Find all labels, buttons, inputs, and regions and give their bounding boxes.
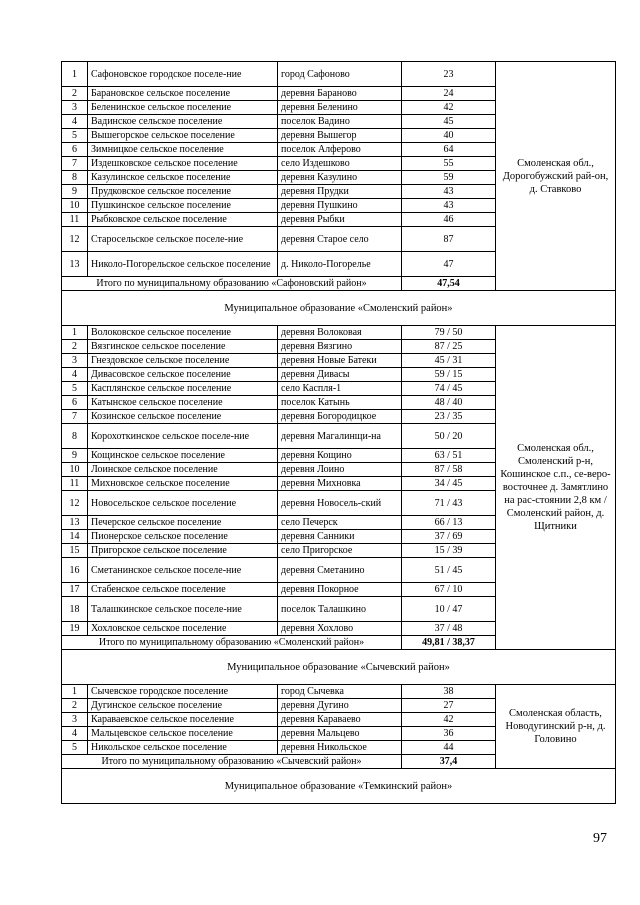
row-number: 11 bbox=[62, 477, 88, 491]
row-number: 2 bbox=[62, 699, 88, 713]
settlement-name: Беленинское сельское поселение bbox=[88, 101, 278, 115]
admin-center: деревня Дивасы bbox=[278, 368, 402, 382]
distance-value: 44 bbox=[402, 741, 496, 755]
section-header-row bbox=[62, 650, 616, 685]
admin-center: село Издешково bbox=[278, 157, 402, 171]
admin-center: деревня Старое село bbox=[278, 227, 402, 252]
distance-value: 42 bbox=[402, 713, 496, 727]
row-number: 3 bbox=[62, 101, 88, 115]
admin-center: деревня Никольское bbox=[278, 741, 402, 755]
distance-value: 27 bbox=[402, 699, 496, 713]
row-number: 14 bbox=[62, 530, 88, 544]
distance-value: 55 bbox=[402, 157, 496, 171]
admin-center: деревня Новосель-ский bbox=[278, 491, 402, 516]
row-number: 8 bbox=[62, 424, 88, 449]
settlement-name: Кощинское сельское поселение bbox=[88, 449, 278, 463]
admin-center: деревня Бараново bbox=[278, 87, 402, 101]
settlement-name: Барановское сельское поселение bbox=[88, 87, 278, 101]
settlement-name: Гнездовское сельское поселение bbox=[88, 354, 278, 368]
row-number: 16 bbox=[62, 558, 88, 583]
distance-value: 36 bbox=[402, 727, 496, 741]
total-label: Итого по муниципальному образованию «Сафоновский район» bbox=[62, 277, 402, 291]
location-cell: Смоленская обл., Смоленский р-н, Кошинское с.п., се-веро-восточнее д. Замятлино на рас-стоянии 2,8 км / Смоленский район, д. Щитники bbox=[496, 326, 616, 650]
settlement-name: Катынское сельское поселение bbox=[88, 396, 278, 410]
section-header-row bbox=[62, 291, 616, 326]
row-number: 13 bbox=[62, 516, 88, 530]
section-header: Муниципальное образование «Темкинский район» bbox=[62, 769, 616, 804]
settlements-table bbox=[61, 61, 616, 804]
settlement-name: Талашкинское сельское поселе-ние bbox=[88, 597, 278, 622]
settlement-name: Сычевское городское поселение bbox=[88, 685, 278, 699]
section-header: Муниципальное образование «Сычевский район» bbox=[62, 650, 616, 685]
admin-center: город Сафоново bbox=[278, 62, 402, 87]
settlement-name: Николо-Погорельское сельское поселение bbox=[88, 252, 278, 277]
admin-center: деревня Казулино bbox=[278, 171, 402, 185]
row-number: 7 bbox=[62, 157, 88, 171]
admin-center: деревня Вязгино bbox=[278, 340, 402, 354]
distance-value: 45 / 31 bbox=[402, 354, 496, 368]
admin-center: деревня Хохлово bbox=[278, 622, 402, 636]
table-row bbox=[62, 62, 616, 87]
row-number: 8 bbox=[62, 171, 88, 185]
admin-center: деревня Санники bbox=[278, 530, 402, 544]
row-number: 17 bbox=[62, 583, 88, 597]
distance-value: 10 / 47 bbox=[402, 597, 496, 622]
settlement-name: Зимницкое сельское поселение bbox=[88, 143, 278, 157]
settlement-name: Издешковское сельское поселение bbox=[88, 157, 278, 171]
admin-center: деревня Рыбки bbox=[278, 213, 402, 227]
distance-value: 15 / 39 bbox=[402, 544, 496, 558]
row-number: 5 bbox=[62, 741, 88, 755]
row-number: 5 bbox=[62, 382, 88, 396]
row-number: 1 bbox=[62, 62, 88, 87]
row-number: 6 bbox=[62, 143, 88, 157]
admin-center: поселок Катынь bbox=[278, 396, 402, 410]
distance-value: 45 bbox=[402, 115, 496, 129]
distance-value: 87 / 58 bbox=[402, 463, 496, 477]
settlement-name: Михновское сельское поселение bbox=[88, 477, 278, 491]
distance-value: 23 bbox=[402, 62, 496, 87]
row-number: 10 bbox=[62, 199, 88, 213]
location-cell: Смоленская обл., Дорогобужский рай-он, д. Ставково bbox=[496, 62, 616, 291]
distance-value: 23 / 35 bbox=[402, 410, 496, 424]
row-number: 13 bbox=[62, 252, 88, 277]
admin-center: село Каспля-1 bbox=[278, 382, 402, 396]
admin-center: деревня Кощино bbox=[278, 449, 402, 463]
distance-value: 66 / 13 bbox=[402, 516, 496, 530]
distance-value: 63 / 51 bbox=[402, 449, 496, 463]
total-value: 47,54 bbox=[402, 277, 496, 291]
distance-value: 38 bbox=[402, 685, 496, 699]
section-header-row bbox=[62, 769, 616, 804]
row-number: 3 bbox=[62, 354, 88, 368]
page-number: 97 bbox=[593, 831, 607, 846]
distance-value: 67 / 10 bbox=[402, 583, 496, 597]
admin-center: деревня Михновка bbox=[278, 477, 402, 491]
row-number: 5 bbox=[62, 129, 88, 143]
admin-center: деревня Пушкино bbox=[278, 199, 402, 213]
row-number: 12 bbox=[62, 227, 88, 252]
settlement-name: Козинское сельское поселение bbox=[88, 410, 278, 424]
distance-value: 51 / 45 bbox=[402, 558, 496, 583]
row-number: 4 bbox=[62, 727, 88, 741]
distance-value: 24 bbox=[402, 87, 496, 101]
admin-center: деревня Сметанино bbox=[278, 558, 402, 583]
row-number: 19 bbox=[62, 622, 88, 636]
distance-value: 59 bbox=[402, 171, 496, 185]
admin-center: деревня Богородицкое bbox=[278, 410, 402, 424]
distance-value: 43 bbox=[402, 199, 496, 213]
section-header: Муниципальное образование «Смоленский район» bbox=[62, 291, 616, 326]
admin-center: деревня Лоино bbox=[278, 463, 402, 477]
settlement-name: Хохловское сельское поселение bbox=[88, 622, 278, 636]
settlement-name: Пионерское сельское поселение bbox=[88, 530, 278, 544]
settlement-name: Вышегорское сельское поселение bbox=[88, 129, 278, 143]
distance-value: 40 bbox=[402, 129, 496, 143]
row-number: 7 bbox=[62, 410, 88, 424]
distance-value: 79 / 50 bbox=[402, 326, 496, 340]
location-cell: Смоленская область, Новодугинский р-н, д. Головино bbox=[496, 685, 616, 769]
distance-value: 74 / 45 bbox=[402, 382, 496, 396]
settlement-name: Вязгинское сельское поселение bbox=[88, 340, 278, 354]
settlement-name: Пушкинское сельское поселение bbox=[88, 199, 278, 213]
distance-value: 34 / 45 bbox=[402, 477, 496, 491]
row-number: 4 bbox=[62, 368, 88, 382]
settlement-name: Печерское сельское поселение bbox=[88, 516, 278, 530]
distance-value: 37 / 69 bbox=[402, 530, 496, 544]
table-row bbox=[62, 685, 616, 699]
distance-value: 64 bbox=[402, 143, 496, 157]
row-number: 12 bbox=[62, 491, 88, 516]
distance-value: 71 / 43 bbox=[402, 491, 496, 516]
row-number: 9 bbox=[62, 449, 88, 463]
admin-center: поселок Вадино bbox=[278, 115, 402, 129]
settlement-name: Волоковское сельское поселение bbox=[88, 326, 278, 340]
admin-center: поселок Талашкино bbox=[278, 597, 402, 622]
distance-value: 87 bbox=[402, 227, 496, 252]
settlement-name: Никольское сельское поселение bbox=[88, 741, 278, 755]
admin-center: деревня Мальцево bbox=[278, 727, 402, 741]
settlement-name: Караваевское сельское поселение bbox=[88, 713, 278, 727]
admin-center: деревня Новые Батеки bbox=[278, 354, 402, 368]
row-number: 10 bbox=[62, 463, 88, 477]
distance-value: 42 bbox=[402, 101, 496, 115]
admin-center: д. Николо-Погорелье bbox=[278, 252, 402, 277]
admin-center: деревня Караваево bbox=[278, 713, 402, 727]
admin-center: село Печерск bbox=[278, 516, 402, 530]
admin-center: деревня Волоковая bbox=[278, 326, 402, 340]
row-number: 1 bbox=[62, 685, 88, 699]
admin-center: деревня Беленино bbox=[278, 101, 402, 115]
admin-center: деревня Покорное bbox=[278, 583, 402, 597]
settlement-name: Дивасовское сельское поселение bbox=[88, 368, 278, 382]
distance-value: 59 / 15 bbox=[402, 368, 496, 382]
row-number: 3 bbox=[62, 713, 88, 727]
settlement-name: Прудковское сельское поселение bbox=[88, 185, 278, 199]
settlement-name: Вадинское сельское поселение bbox=[88, 115, 278, 129]
row-number: 2 bbox=[62, 340, 88, 354]
settlement-name: Рыбковское сельское поселение bbox=[88, 213, 278, 227]
total-value: 37,4 bbox=[402, 755, 496, 769]
settlement-name: Касплянское сельское поселение bbox=[88, 382, 278, 396]
admin-center: деревня Магалинщи-на bbox=[278, 424, 402, 449]
row-number: 15 bbox=[62, 544, 88, 558]
row-number: 11 bbox=[62, 213, 88, 227]
settlement-name: Пригорское сельское поселение bbox=[88, 544, 278, 558]
distance-value: 87 / 25 bbox=[402, 340, 496, 354]
distance-value: 50 / 20 bbox=[402, 424, 496, 449]
row-number: 4 bbox=[62, 115, 88, 129]
settlement-name: Казулинское сельское поселение bbox=[88, 171, 278, 185]
row-number: 2 bbox=[62, 87, 88, 101]
row-number: 9 bbox=[62, 185, 88, 199]
admin-center: деревня Прудки bbox=[278, 185, 402, 199]
distance-value: 37 / 48 bbox=[402, 622, 496, 636]
total-label: Итого по муниципальному образованию «Сычевский район» bbox=[62, 755, 402, 769]
settlement-name: Дугинское сельское поселение bbox=[88, 699, 278, 713]
distance-value: 46 bbox=[402, 213, 496, 227]
settlement-name: Сметанинское сельское поселе-ние bbox=[88, 558, 278, 583]
row-number: 1 bbox=[62, 326, 88, 340]
distance-value: 47 bbox=[402, 252, 496, 277]
settlement-name: Старосельское сельское поселе-ние bbox=[88, 227, 278, 252]
admin-center: город Сычевка bbox=[278, 685, 402, 699]
settlement-name: Новосельское сельское поселение bbox=[88, 491, 278, 516]
settlement-name: Лоинское сельское поселение bbox=[88, 463, 278, 477]
settlement-name: Стабенское сельское поселение bbox=[88, 583, 278, 597]
settlement-name: Сафоновское городское поселе-ние bbox=[88, 62, 278, 87]
row-number: 18 bbox=[62, 597, 88, 622]
admin-center: деревня Вышегор bbox=[278, 129, 402, 143]
settlement-name: Мальцевское сельское поселение bbox=[88, 727, 278, 741]
admin-center: деревня Дугино bbox=[278, 699, 402, 713]
distance-value: 43 bbox=[402, 185, 496, 199]
admin-center: поселок Алферово bbox=[278, 143, 402, 157]
table-row bbox=[62, 326, 616, 340]
row-number: 6 bbox=[62, 396, 88, 410]
settlement-name: Корохоткинское сельское поселе-ние bbox=[88, 424, 278, 449]
distance-value: 48 / 40 bbox=[402, 396, 496, 410]
total-value: 49,81 / 38,37 bbox=[402, 636, 496, 650]
admin-center: село Пригорское bbox=[278, 544, 402, 558]
total-label: Итого по муниципальному образованию «Смоленский район» bbox=[62, 636, 402, 650]
